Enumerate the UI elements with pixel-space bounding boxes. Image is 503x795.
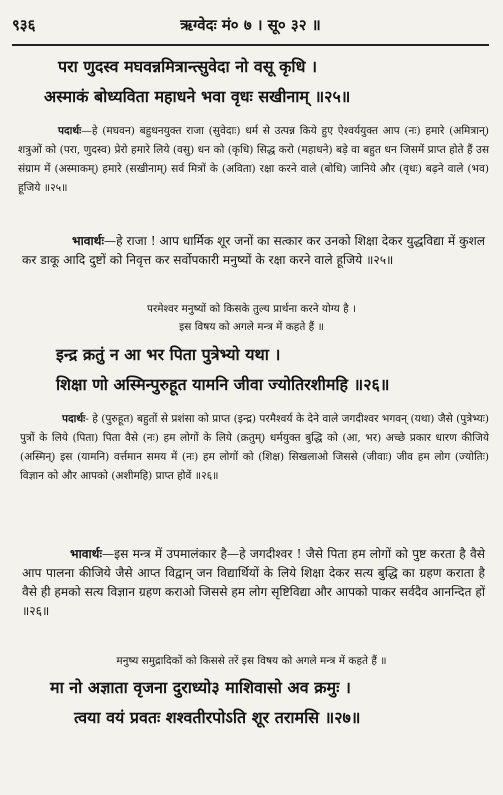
mantra-line: शिक्षा णो अस्मिन्पुरुहूत यामनि जीवा ज्योतिरशीमहि ॥२६॥: [56, 375, 390, 394]
padartha-text: - हे (पुरुहूत) बहुतों से प्रशंसा को प्राप्त (इन्द्र) परमैश्वर्य के देने वाले जगदीश्वर भगवन् (यथा) जैसे (पुत्रेभ्यः) पुत्रों के लिये (पिता) पिता वैसे (नः) हम लोगों के लिये (क्रतुम्) धर्मयुक्त बुद्धि को (आ, भर) अच्छे प्रकार धारण कीजिये (अस्मिन्) इस (यामनि) वर्त्तमान समय में (नः) हम लोगों को (शिक्ष) सिखलाओ जिससे (जीवाः) जीव हम लोग (ज्योतिः) विज्ञान को और आपको (अशीमहि) प्राप्त होवें ॥२६॥: [20, 413, 489, 482]
mantra-line: मा नो अज्ञाता वृजना दुराध्यो३ माशिवासो अव क्रमुः ।: [50, 678, 351, 697]
mantra-25: [44, 52, 493, 112]
bhavartha-26: [22, 545, 485, 621]
intro-27: [10, 652, 493, 670]
mantra-line: अस्माकं बोध्यविता महाधने भवा वृधः सखीनाम् ॥२५॥: [44, 87, 351, 106]
padartha-label: पदार्थः: [62, 413, 86, 425]
running-title: ऋग्वेदः मं० ७ । सू० ३२ ॥: [180, 16, 321, 34]
padartha-25: [18, 122, 489, 198]
bhavartha-25: [22, 232, 485, 270]
mantra-27: [50, 673, 493, 733]
mantra-26: [56, 340, 493, 400]
intro-26: [10, 300, 493, 336]
mantra-line: त्वया वयं प्रवतः शश्वतीरपोऽति शूर तरामसि ॥२७॥: [74, 708, 361, 727]
bhavartha-text: —हे राजा ! आप धार्मिक शूर जनों का सत्कार कर उनको शिक्षा देकर युद्धविद्या में कुशल कर डाकू आदि दुष्टों को निवृत्त कर सर्वोपकारी मनुष्यों के रक्षा करने वाले हूजिये ॥२५॥: [22, 234, 485, 267]
page-number: ९३६: [12, 16, 36, 34]
mantra-line: परा णुदस्व मघवन्नमित्रान्त्सुवेदा नो वसू कृधि ।: [58, 57, 318, 76]
intro-line: इस विषय को अगले मन्त्र में कहते हैं ॥: [179, 321, 324, 333]
bhavartha-label: भावार्थः: [72, 234, 104, 248]
padartha-26: [20, 410, 489, 486]
padartha-label: पदार्थः: [58, 125, 82, 137]
bhavartha-label: भावार्थः: [70, 547, 102, 561]
header-divider: [12, 44, 489, 46]
mantra-line: इन्द्र क्रतुं न आ भर पिता पुत्रेभ्यो यथा ।: [56, 345, 281, 364]
bhavartha-text: —इस मन्त्र में उपमालंकार है—हे जगदीश्वर ! जैसे पिता हम लोगों को पुष्ट करता है वैसे आप पालना कीजिये जैसे आप्त विद्वान् जन विद्यार्थियों के लिये शिक्षा देकर सत्य बुद्धि का ग्रहण कराता है वैसे ही हमको सत्य विज्ञान ग्रहण कराओ जिससे हम लोग सृष्टिविद्या और आपको पाकर सर्वदैव आनन्दित हों ॥२६॥: [22, 547, 485, 618]
page-header: [12, 8, 489, 42]
intro-line: मनुष्य समुद्रादिकों को किससे तरें इस विषय को अगले मन्त्र में कहते हैं ॥: [116, 655, 387, 667]
padartha-text: —हे (मघवन) बहुधनयुक्त राजा (सुवेदाः) धर्म से उत्पन्न किये हुए ऐश्वर्ययुक्त आप (नः) हमारे (अमित्रान्) शत्रुओं को (परा, णुदस्व) प्रेरो हमारे लिये (वसु) धन को (कृधि) सिद्ध करो (महाधने) बड़े वा बहुत धन जिसमें प्राप्त होते हैं उस संग्राम में (अस्माकम्) हमारे (सखीनाम्) सर्व मित्रों के (अविता) रक्षा करने वाले (बोधि) जानिये और (वृधः) बढ़ने वाले (भव) हूजिये ॥२५॥: [18, 125, 489, 194]
intro-line: परमेश्वर मनुष्यों को किसके तुल्य प्रार्थना करने योग्य है ।: [147, 303, 356, 315]
